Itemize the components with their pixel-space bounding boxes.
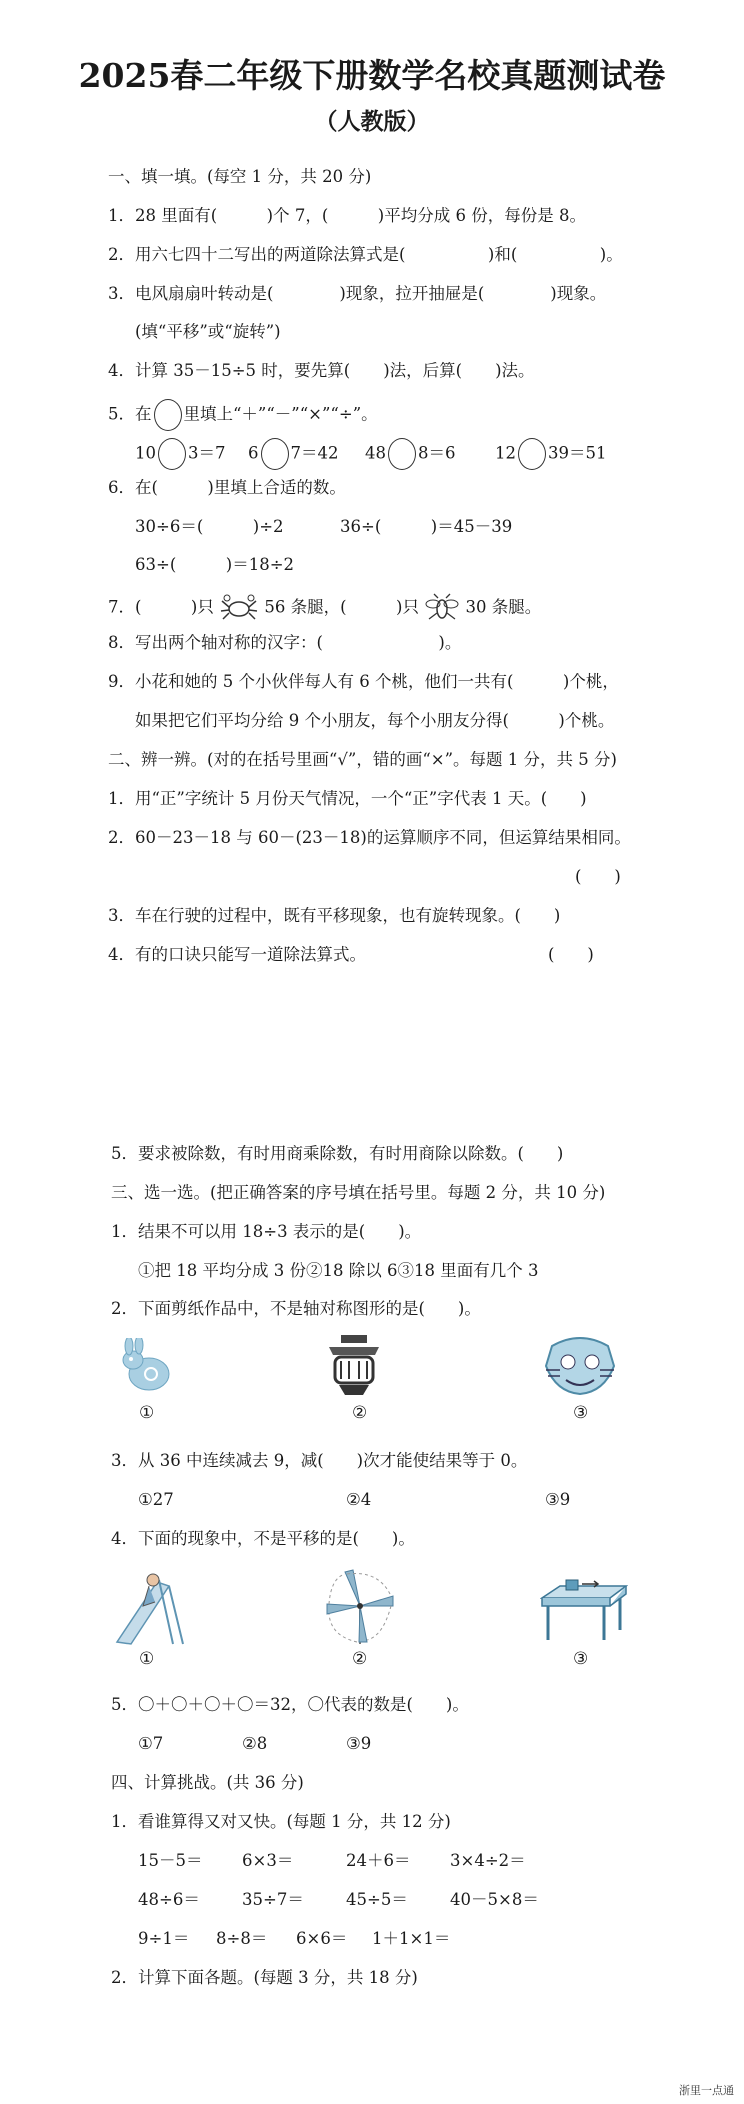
circle-blank-icon — [158, 438, 186, 470]
calc-item: 35÷7＝ — [242, 1890, 304, 1909]
s3-q3: 3．从 36 中连续减去 9，减( )次才能使结果等于 0。 — [111, 1451, 528, 1470]
s3-q3-opt-1: ①27 — [138, 1490, 174, 1509]
s3-q2: 2．下面剪纸作品中，不是轴对称图形的是( )。 — [111, 1299, 481, 1318]
section-4-header: 四、计算挑战。(共 36 分) — [111, 1773, 304, 1792]
s1-q3: 3．电风扇扇叶转动是( )现象，拉开抽屉是( )现象。 — [108, 284, 607, 303]
footer-watermark: 浙里一点通 — [679, 2084, 734, 2097]
s1-q6-a: 30÷6＝( )÷2 — [135, 517, 284, 536]
circle-blank-icon — [388, 438, 416, 470]
calc-item: 48÷6＝ — [138, 1890, 200, 1909]
s1-q5-post: 里填上“＋”“－”“×”“÷”。 — [183, 404, 378, 424]
s1-q5-expr-2: 6 7＝42 — [248, 438, 339, 470]
s4-q2: 2．计算下面各题。(每题 3 分，共 18 分) — [111, 1968, 418, 1987]
s1-q1: 1．28 里面有( )个 7，( )平均分成 6 份，每份是 8。 — [108, 206, 586, 225]
s1-q3-note: (填“平移”或“旋转”) — [135, 322, 281, 341]
s1-q5-expr-4: 12 39＝51 — [495, 438, 607, 470]
circle-blank-icon — [518, 438, 546, 470]
s3-q2-label-3: ③ — [573, 1403, 589, 1423]
s1-q5-expr-1: 10 3＝7 — [135, 438, 226, 470]
calc-item: 15－5＝ — [138, 1851, 203, 1870]
s1-q6-c: 63÷( )＝18÷2 — [135, 555, 295, 574]
calc-item: 6×6＝ — [296, 1929, 348, 1948]
s3-q4-label-1: ① — [139, 1649, 155, 1669]
s3-q1-options: ①把 18 平均分成 3 份②18 除以 6③18 里面有几个 3 — [138, 1261, 539, 1280]
s1-q5-pre: 5．在 — [108, 404, 152, 424]
s3-q2-label-2: ② — [352, 1403, 368, 1423]
s3-q3-opt-3: ③9 — [545, 1490, 571, 1509]
s1-q4: 4．计算 35－15÷5 时，要先算( )法，后算( )法。 — [108, 361, 535, 380]
page-subtitle: （人教版） — [314, 108, 430, 135]
s2-q2: 2．60－23－18 与 60－(23－18)的运算顺序不同，但运算结果相同。 — [108, 828, 631, 847]
s2-q4: 4．有的口诀只能写一道除法算式。 — [108, 945, 366, 964]
calc-item: 40－5×8＝ — [450, 1890, 539, 1909]
crab-icon — [219, 593, 259, 623]
insect-icon — [424, 593, 460, 623]
table-box-icon — [540, 1574, 628, 1644]
s1-q5-expr-3: 48 8＝6 — [365, 438, 456, 470]
s1-q9-a: 9．小花和她的 5 个小伙伴每人有 6 个桃，他们一共有( )个桃， — [108, 672, 619, 691]
s3-q2-label-1: ① — [139, 1403, 155, 1423]
s1-q9-b: 如果把它们平均分给 9 个小朋友，每个小朋友分得( )个桃。 — [135, 711, 615, 730]
s3-q5-opt-1: ①7 — [138, 1734, 164, 1753]
s1-q6: 6．在( )里填上合适的数。 — [108, 478, 346, 497]
section-1-header: 一、填一填。(每空 1 分，共 20 分) — [108, 167, 372, 186]
calc-item: 24＋6＝ — [346, 1851, 411, 1870]
s3-q4: 4．下面的现象中，不是平移的是( )。 — [111, 1529, 415, 1548]
s3-q3-opt-2: ②4 — [346, 1490, 372, 1509]
s1-q2: 2．用六七四十二写出的两道除法算式是( )和( )。 — [108, 245, 623, 264]
s2-q3: 3．车在行驶的过程中，既有平移现象，也有旋转现象。( ) — [108, 906, 561, 925]
s3-q5-opt-2: ②8 — [242, 1734, 268, 1753]
section-2-header: 二、辨一辨。(对的在括号里画“√”，错的画“×”。每题 1 分，共 5 分) — [108, 750, 617, 769]
calc-item: 45÷5＝ — [346, 1890, 408, 1909]
s1-q8: 8．写出两个轴对称的汉字：( )。 — [108, 633, 462, 652]
rabbit-papercut-icon — [117, 1338, 177, 1396]
s3-q4-label-2: ② — [352, 1649, 368, 1669]
circle-blank-icon — [154, 399, 182, 431]
s3-q4-label-3: ③ — [573, 1649, 589, 1669]
lantern-papercut-icon — [323, 1333, 385, 1399]
s2-q4-paren: ( ) — [548, 945, 594, 964]
s2-q2-paren: ( ) — [575, 867, 621, 886]
s4-q1: 1．看谁算得又对又快。(每题 1 分，共 12 分) — [111, 1812, 451, 1831]
calc-item: 9÷1＝ — [138, 1929, 190, 1948]
page-title: 2025春二年级下册数学名校真题测试卷 — [78, 56, 666, 95]
s2-q5: 5．要求被除数，有时用商乘除数，有时用商除以除数。( ) — [111, 1144, 564, 1163]
s3-q1: 1．结果不可以用 18÷3 表示的是( )。 — [111, 1222, 422, 1241]
s3-q5-opt-3: ③9 — [346, 1734, 372, 1753]
circle-blank-icon — [261, 438, 289, 470]
s3-q5: 5．〇＋〇＋〇＋〇＝32，〇代表的数是( )。 — [111, 1695, 469, 1714]
s2-q1: 1．用“正”字统计 5 月份天气情况，一个“正”字代表 1 天。( ) — [108, 789, 587, 808]
calc-item: 8÷8＝ — [216, 1929, 268, 1948]
windmill-icon — [323, 1566, 397, 1646]
s1-q6-b: 36÷( )＝45－39 — [340, 517, 513, 536]
calc-item: 3×4÷2＝ — [450, 1851, 526, 1870]
section-3-header: 三、选一选。(把正确答案的序号填在括号里。每题 2 分，共 10 分) — [111, 1183, 606, 1202]
slide-icon — [113, 1566, 199, 1646]
s1-q7: 7．( )只 56 条腿，( )只 30 条腿。 — [108, 593, 541, 623]
calc-item: 1＋1×1＝ — [372, 1929, 451, 1948]
calc-item: 6×3＝ — [242, 1851, 294, 1870]
tiger-mask-papercut-icon — [544, 1336, 616, 1396]
s1-q5 — [108, 399, 378, 431]
